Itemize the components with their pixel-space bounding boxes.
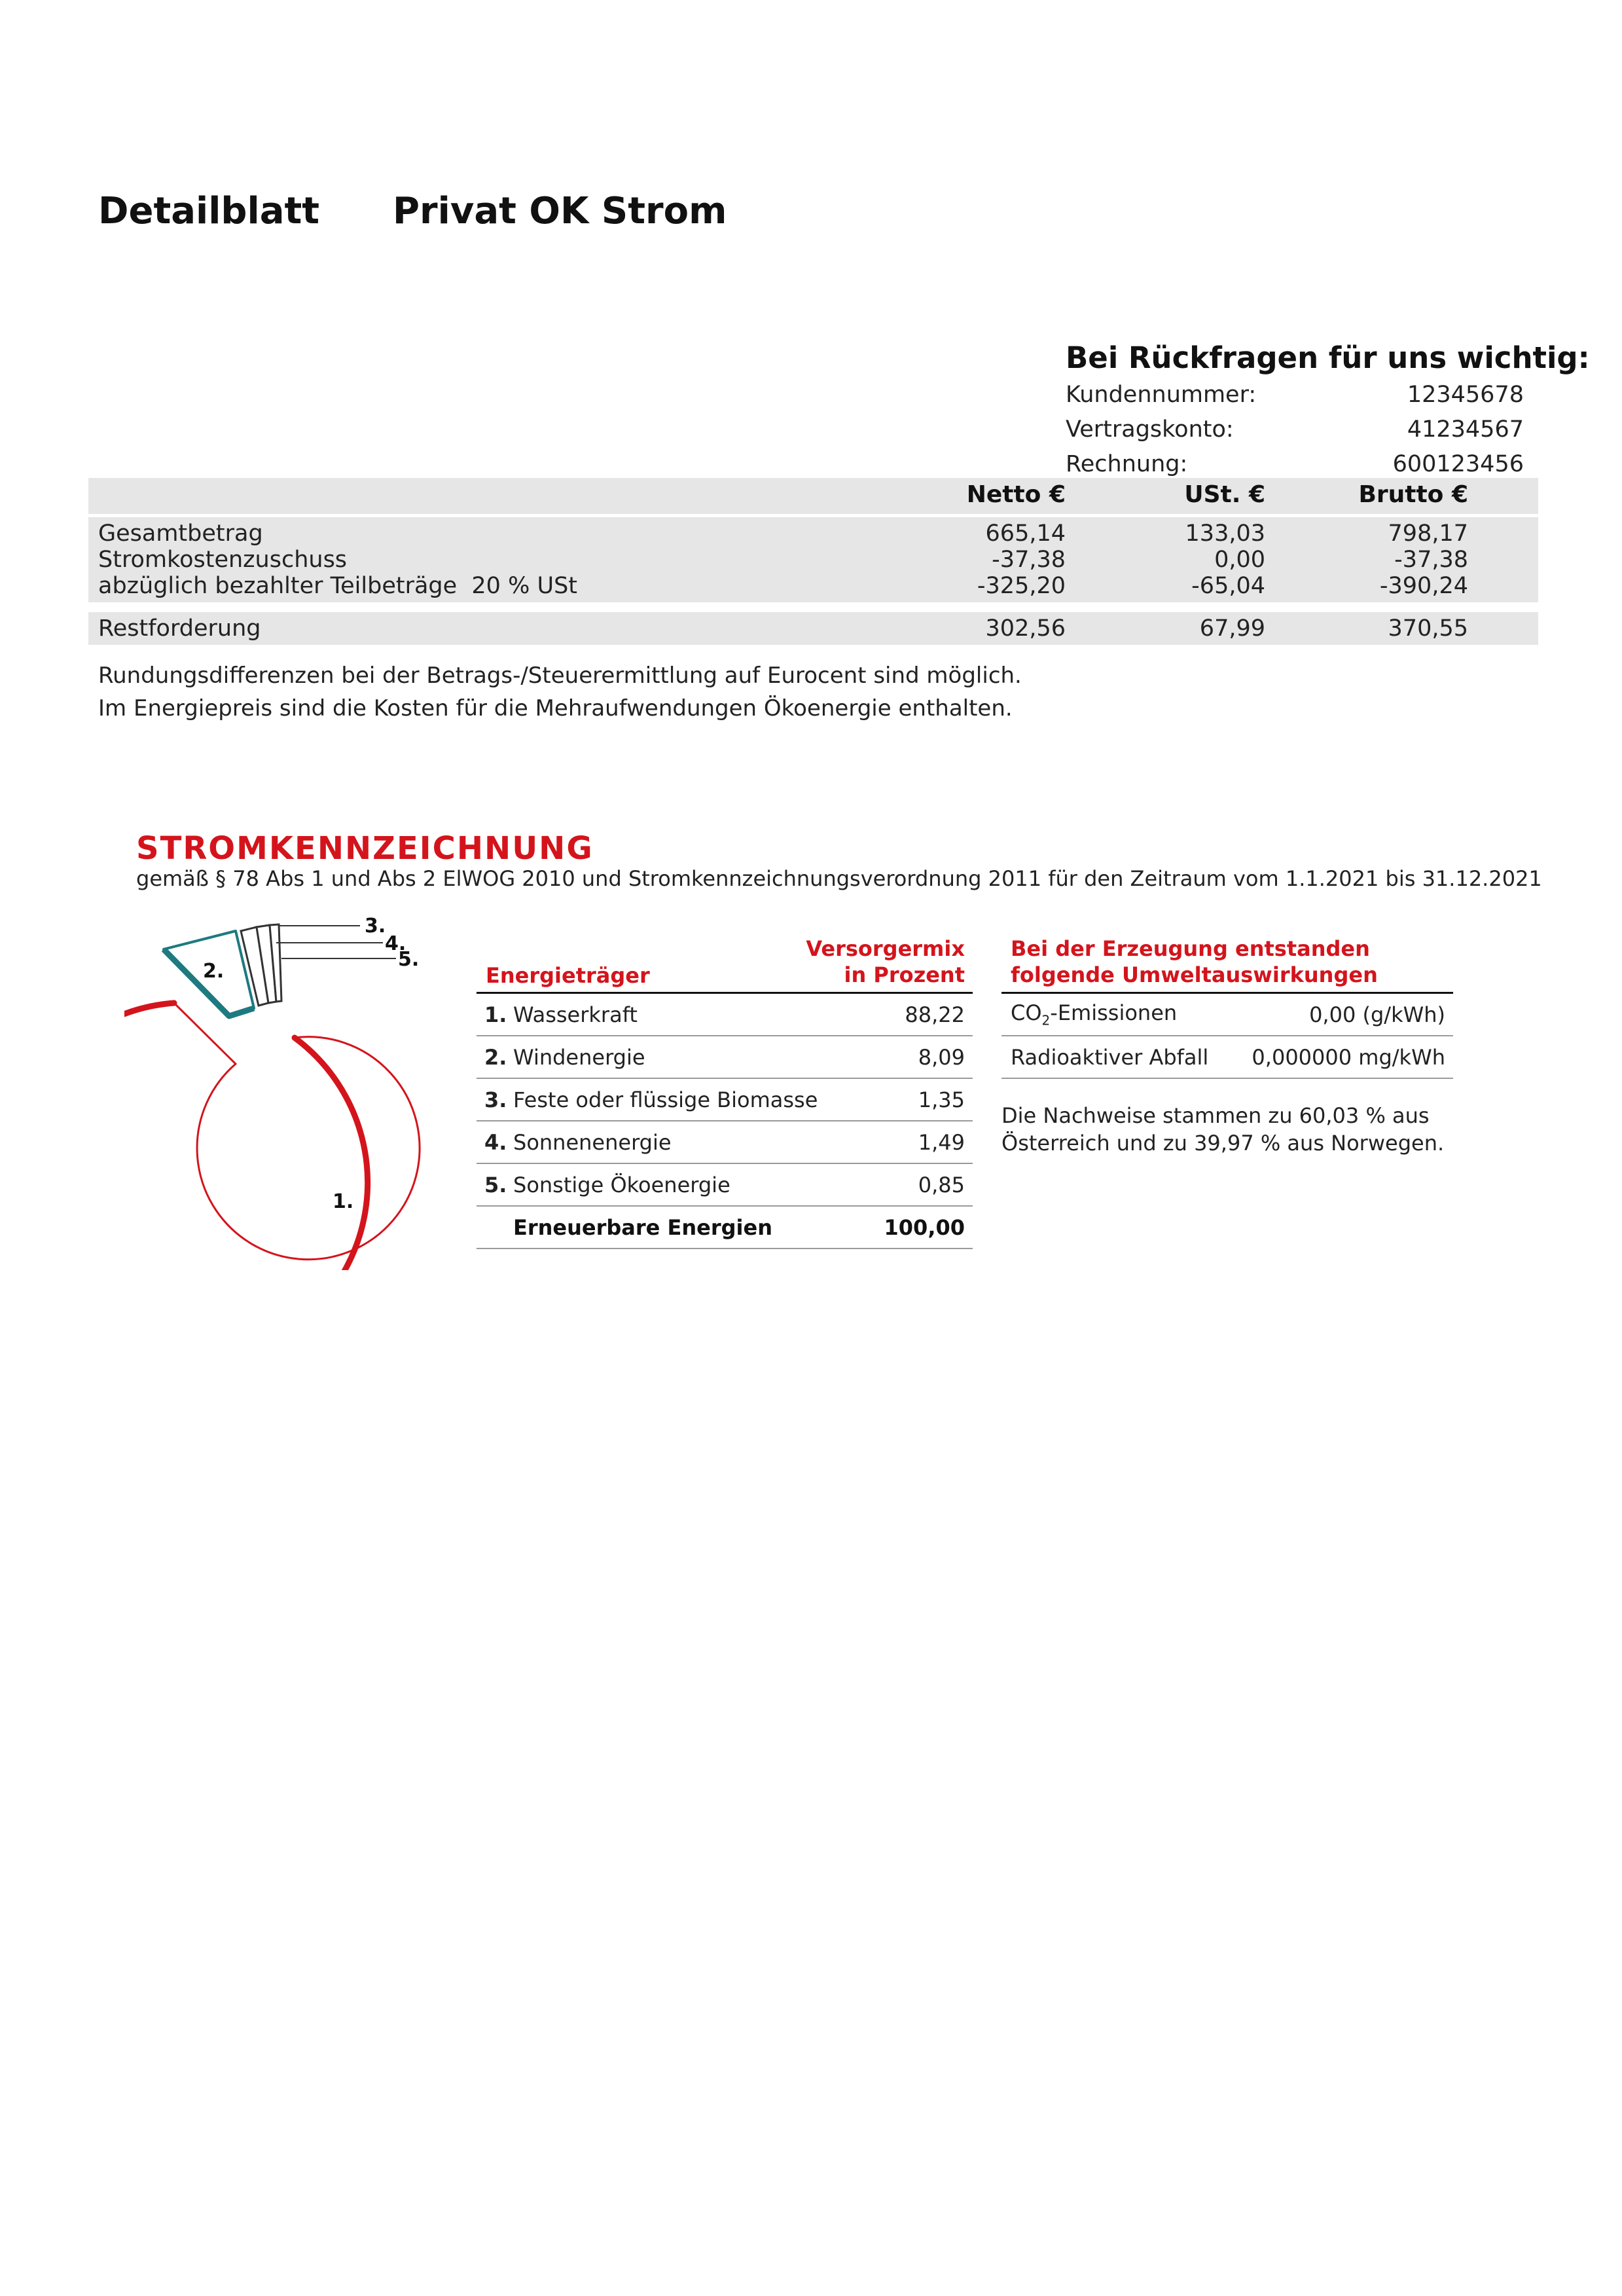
row-number: 3.: [484, 1087, 507, 1112]
energy-mix-table-header: [477, 933, 973, 994]
energy-percent: 1,35: [918, 1087, 965, 1112]
note-rounding: Rundungsdifferenzen bei der Betrags-/Steuerermittlung auf Eurocent sind möglich.: [98, 663, 1022, 689]
column-header-netto: Netto €: [966, 481, 1066, 508]
pie-label-5: 5.: [398, 948, 420, 971]
row-label-stromkostenzuschuss: Stromkostenzuschuss: [98, 547, 348, 573]
brutto-value: -390,24: [1379, 573, 1468, 599]
netto-value: -325,20: [977, 573, 1066, 599]
brutto-value: 798,17: [1388, 520, 1468, 547]
origin-note: [1001, 1102, 1444, 1157]
total-label: Erneuerbare Energien: [513, 1214, 772, 1240]
impact-label-co2: [1001, 1000, 1309, 1028]
brutto-value: -37,38: [1394, 547, 1468, 573]
header-versorgermix: [806, 936, 965, 988]
header-energietraeger: Energieträger: [486, 963, 650, 988]
contact-value: 12345678: [1407, 382, 1524, 408]
rest-ust-value: 67,99: [1199, 615, 1265, 642]
contact-label: Vertragskonto:: [1066, 416, 1234, 443]
impact-label-radioaktiv: Radioaktiver Abfall: [1011, 1044, 1209, 1070]
page-title: Detailblatt: [98, 190, 320, 232]
row-number: 2.: [484, 1044, 507, 1070]
pie-label-2: 2.: [203, 960, 225, 983]
netto-value: 665,14: [985, 520, 1066, 547]
origin-note-line2: Österreich und zu 39,97 % aus Norwegen.: [1001, 1131, 1445, 1156]
contact-row-vertragskonto: [1066, 416, 1524, 445]
energy-source: Windenergie: [513, 1044, 645, 1070]
environmental-impact-header: [1001, 933, 1453, 994]
pie-label-3: 3.: [365, 915, 386, 938]
stromkennzeichnung-subtitle: gemäß § 78 Abs 1 und Abs 2 ElWOG 2010 und Stromkennzeichnungsverordnung 2011 für den Zeitraum vom 1.1.2021 bis 31.12.2021: [136, 866, 1542, 891]
energy-mix-table: [477, 933, 973, 1249]
column-header-brutto: Brutto €: [1358, 481, 1468, 508]
contact-heading: Bei Rückfragen für uns wichtig:: [1066, 340, 1590, 375]
impact-value: 0,00 (g/kWh): [1309, 1002, 1445, 1027]
rest-brutto-value: 370,55: [1388, 615, 1468, 642]
total-value: 100,00: [884, 1214, 965, 1240]
stromkennzeichnung-title: STROMKENNZEICHNUNG: [136, 830, 594, 867]
energy-percent: 8,09: [918, 1044, 965, 1070]
energy-percent: 1,49: [918, 1129, 965, 1155]
energy-mix-pie-chart: [124, 903, 478, 1270]
environmental-impact-table: [1001, 933, 1453, 1079]
impact-label-main: CO: [1011, 1000, 1042, 1026]
row-label-teilbetraege: abzüglich bezahlter Teilbeträge 20 % USt: [98, 573, 578, 599]
energy-percent: 88,22: [905, 1002, 965, 1027]
contact-value: 600123456: [1392, 451, 1524, 477]
row-number: 1.: [484, 1002, 507, 1027]
pie-label-4: 4.: [385, 932, 406, 955]
rest-netto-value: 302,56: [985, 615, 1066, 642]
table-row: [477, 1036, 973, 1079]
contact-label: Kundennummer:: [1066, 382, 1257, 408]
product-title: Privat OK Strom: [393, 190, 727, 232]
row-number: 4.: [484, 1129, 507, 1155]
impact-value: 0,000000 mg/kWh: [1252, 1044, 1445, 1070]
origin-note-line1: Die Nachweise stammen zu 60,03 % aus: [1001, 1103, 1430, 1128]
energy-source: Feste oder flüssige Biomasse: [513, 1087, 818, 1112]
column-header-ust: USt. €: [1184, 481, 1265, 508]
pie-slice-wasserkraft: [124, 1003, 420, 1270]
amount-table-rest-bar: [88, 612, 1538, 645]
table-row: [477, 1164, 973, 1207]
contact-value: 41234567: [1407, 416, 1524, 443]
table-row: [477, 994, 973, 1036]
netto-value: -37,38: [992, 547, 1066, 573]
env-header-line2: folgende Umweltauswirkungen: [1011, 962, 1378, 987]
env-header-line1: Bei der Erzeugung entstanden: [1011, 936, 1370, 961]
ust-value: 133,03: [1185, 520, 1265, 547]
ust-value: 0,00: [1214, 547, 1265, 573]
impact-label-rest: -Emissionen: [1050, 1000, 1178, 1026]
table-row: [1001, 1036, 1453, 1079]
note-oekoenergie: Im Energiepreis sind die Kosten für die Mehraufwendungen Ökoenergie enthalten.: [98, 695, 1013, 721]
energy-source: Wasserkraft: [513, 1002, 638, 1027]
ust-value: -65,04: [1191, 573, 1265, 599]
table-total-row: [477, 1207, 973, 1249]
energy-percent: 0,85: [918, 1172, 965, 1197]
energy-source: Sonnenenergie: [513, 1129, 672, 1155]
energy-source: Sonstige Ökoenergie: [513, 1172, 730, 1197]
env-header-text: [1011, 936, 1378, 988]
pie-label-1: 1.: [333, 1190, 354, 1213]
contact-info: [1066, 340, 1590, 479]
impact-label-subscript: 2: [1041, 1012, 1051, 1029]
header-versorgermix-line1: Versorgermix: [806, 936, 965, 961]
contact-label: Rechnung:: [1066, 451, 1188, 477]
table-row: [1001, 994, 1453, 1036]
table-row: [477, 1079, 973, 1121]
header-versorgermix-line2: in Prozent: [844, 962, 965, 987]
contact-row-rechnung: [1066, 451, 1524, 479]
row-label-restforderung: Restforderung: [98, 615, 261, 642]
table-row: [477, 1121, 973, 1164]
row-number: 5.: [484, 1172, 507, 1197]
amount-table-header-bar: [88, 478, 1538, 514]
contact-row-kundennummer: [1066, 382, 1524, 410]
row-label-gesamtbetrag: Gesamtbetrag: [98, 520, 263, 547]
